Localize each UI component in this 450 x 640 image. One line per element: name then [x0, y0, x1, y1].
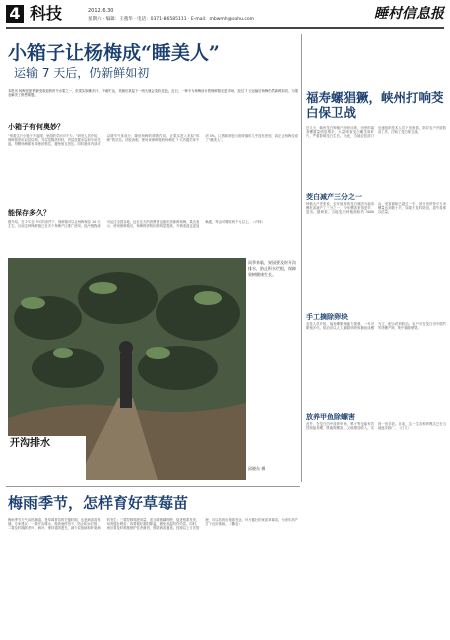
article-body-2: 据介绍，在 2℃至 5℃的条件下，保鲜箱可以让杨梅保存 10 天左右。目前这种保鲜箱已在多个杨梅产区推广使用，经冷链物流可运往全国各地，远在北方的消费者也能吃到新鲜杨梅。果农表示，使用保鲜箱后，杨梅的收购价格明显提高，外销渠道也更加畅通，每亩可增收两千元以上。（卢林）	[8, 220, 265, 229]
article-title: 小箱子让杨梅成“睡美人”	[8, 42, 220, 64]
photo-caption-title: 开沟排水	[10, 438, 50, 449]
article-title-snail: 福寿螺猖獗，峡州打响茭白保卫战	[306, 90, 444, 120]
page-number: 4	[9, 4, 21, 23]
article-intro: 本报讯 杨梅是夏季最受欢迎的时令水果之一，但果实娇嫩多汁，不耐贮运，采摘后常温下一两天就会变软变色。近日，一种专为杨梅设计的保鲜箱走进市场，经过 7 天运输后杨梅仍然新鲜如初，为果农解决了销售难题。	[8, 89, 298, 98]
photo-caption-text: 雨季来临，果园要及时开沟排水，防止积水烂根，保障果树健康生长。	[248, 260, 296, 277]
section-heading-how: 小箱子有何奥妙？	[8, 123, 64, 131]
article-title-strawberry: 梅雨季节，怎样育好草莓苗	[8, 494, 189, 512]
section-divider	[6, 486, 300, 487]
article-body-snail: 近几天，峡州茭白种植户纷纷反映，田里的福寿螺数量明显增多，大量啃食茭白嫩茎和叶片，严重影响茭白生长。为此，当地农技部门迅速组织技术人员下田查看，指导农户开展防治工作，打响了茭白保卫战。	[306, 126, 446, 139]
photo-credit: 邱晓东 摄	[248, 466, 266, 471]
section-heading-yield: 茭白减产三分之一	[306, 193, 362, 201]
article-body-snail-3: 农技人员介绍，福寿螺繁殖能力极强，一年可繁殖多代，防治应以人工摘除卵块和捕捉成螺为主，配合药剂防治。农户可在茭白田中插竹竿诱螺产卵，集中摘除销毁。	[306, 322, 446, 331]
article-body-snail-2: 种植大户老张说，去年他家的茭白就因为福寿螺危害减产了三分之一，今年螺害来得更早、更凶。据调查，当地茭白种植面积约 3000 亩，受害面积已超过一半，部分田块每平方米螺量达到数十只，如果不及时防治，损失将难以估量。	[306, 202, 446, 215]
section-heading-removal: 手工摘除卵块	[306, 313, 348, 321]
article-body: “别看这只小箱子不起眼，里面的学问可不少。”研发人员介绍，保鲜箱采用双层结构，外层是隔热材料，内层放置冰袋和专用托盘，每颗杨梅都有单独的格位，避免相互挤压。同时箱体内部可以调节气体成分，降低杨梅的呼吸作用，让果实进入类似“休眠”的状态。试验表明，使用该保鲜箱的杨梅在 7 天内腐烂率不到 5%，口感和颜色与刚采摘时几乎没有差别，真正让杨梅变成了“睡美人”。	[8, 134, 298, 147]
section-heading-turtle: 放养甲鱼除螺害	[306, 413, 355, 421]
masthead	[0, 0, 450, 30]
article-subtitle: 运输 7 天后，仍新鲜如初	[14, 66, 150, 80]
section-heading-duration: 能保存多久？	[8, 209, 50, 217]
masthead-rule	[6, 27, 444, 29]
paper-name: 睡村信息报	[374, 6, 444, 22]
section-name: 科技	[30, 4, 63, 23]
article-body-strawberry: 梅雨季节天气闷热潮湿，是草莓育苗的关键时期，也是病害高发期。专家建议：一要开沟排水，做到雨停田干，防止积水烂根；二要及时摘除老叶、病叶，保持通风透光，减少炭疽病和叶斑病的发生；三要控制氮肥用量，适当增施磷钾肥，促进根系发育，培育健壮秧苗；四要做好遮阳降温，避免高温灼伤幼苗。同时，雨后要及时喷施保护性杀菌剂，预防病害蔓延。按照以上方法管理，可以培育出根系发达、叶片健壮的优质草莓苗，为来年高产打下良好基础。（魏农）	[8, 518, 298, 531]
editor-contact-line: 星期六 · 编辑：王燕华 · 电话：0371-86585111 · E-mail：mbwmh@sohu.com	[88, 17, 254, 22]
article-body-snail-4: 此外，在茭白田中放养甲鱼、鸭子等也能有效控制福寿螺，既能除螺害，又能增加收入，实现一田多收。目前，这一生态种养模式已在当地逐步推广。（江义）	[306, 422, 446, 431]
issue-date: 2012.6.30	[88, 8, 114, 14]
column-divider	[301, 34, 302, 482]
